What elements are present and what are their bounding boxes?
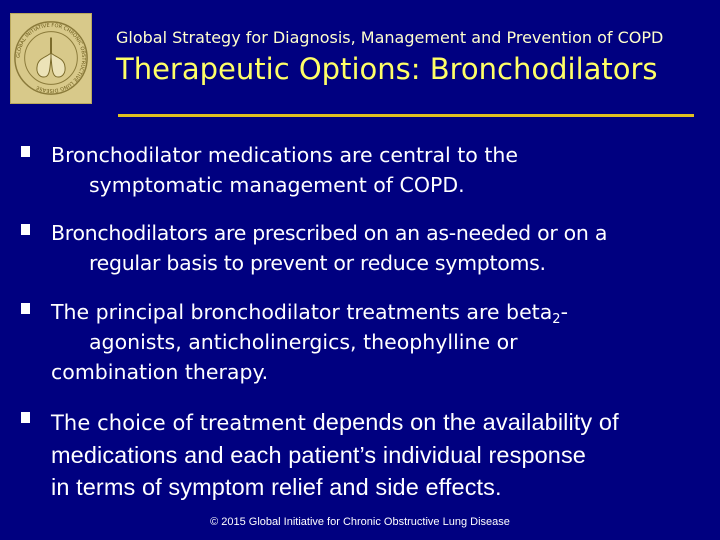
bullet-line: Bronchodilators are prescribed on an as-needed or on a <box>51 221 608 245</box>
square-bullet-icon <box>21 224 30 235</box>
bullet-item <box>16 406 706 503</box>
square-bullet-icon <box>21 412 30 423</box>
bullet-line: Bronchodilator medications are central to the <box>51 143 518 167</box>
bullet-line: combination therapy. <box>51 360 269 384</box>
bullet-item <box>16 218 706 278</box>
bullet-line: symptomatic management of COPD. <box>89 173 465 197</box>
bullet-item <box>16 297 706 387</box>
square-bullet-icon <box>21 303 30 314</box>
bullet-line: agonists, anticholinergics, theophylline or <box>89 330 518 354</box>
bullet-text: The choice of treatment <box>51 411 306 435</box>
title-divider <box>118 114 694 117</box>
bullet-text: depends on the availability of <box>305 409 619 435</box>
bullet-line <box>51 297 706 327</box>
bullet-line: regular basis to prevent or reduce symptoms. <box>89 251 546 275</box>
lungs-seal-icon <box>11 14 91 103</box>
bullet-line <box>51 406 706 439</box>
copyright-footer: © 2015 Global Initiative for Chronic Obstructive Lung Disease <box>210 516 510 528</box>
bullet-text: The principal bronchodilator treatments are beta <box>51 300 553 324</box>
logo-ring-text: GLOBAL INITIATIVE FOR CHRONIC OBSTRUCTIVE LUNG DISEASE <box>15 22 87 94</box>
bullet-item <box>16 140 706 200</box>
subscript-two: 2 <box>552 312 561 327</box>
presentation-subtitle: Global Strategy for Diagnosis, Management and Prevention of COPD <box>116 28 664 47</box>
bullet-line: medications and each patient’s individual response <box>51 442 586 468</box>
slide-title: Therapeutic Options: Bronchodilators <box>116 52 658 86</box>
bullet-line: in terms of symptom relief and side effects. <box>51 474 502 500</box>
gold-logo <box>10 13 92 104</box>
bullet-text: - <box>560 300 568 324</box>
square-bullet-icon <box>21 146 30 157</box>
